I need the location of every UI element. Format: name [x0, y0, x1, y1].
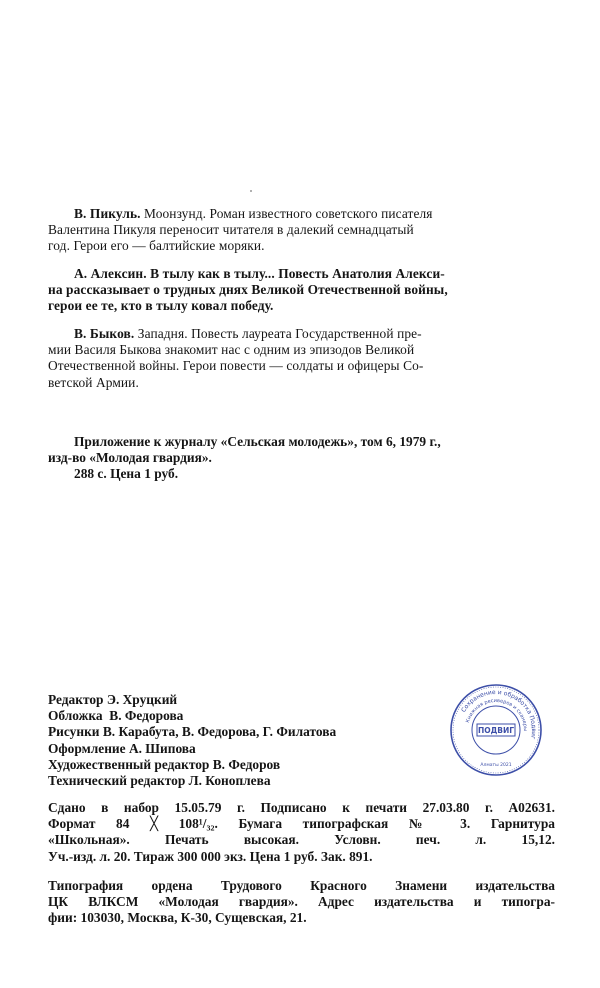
print-info-line: Уч.-изд. л. 20. Тираж 300 000 экз. Цена 1 руб. Зак. 891.: [48, 848, 373, 864]
appendix-line: изд-во «Молодая гвардия».: [48, 450, 212, 466]
credit-row: [48, 692, 336, 708]
annotation-first-line: [48, 326, 553, 342]
credit-name: В. Федоров: [212, 756, 281, 772]
credit-name: Э. Хруцкий: [106, 692, 178, 707]
credit-row: [48, 773, 336, 789]
credit-name: В. Карабута, В. Федорова, Г. Филатова: [102, 724, 337, 740]
annotation-bykov: [48, 326, 553, 391]
annotation-text: В тылу как в тылу... Повесть Анатолия Алекси-: [150, 266, 445, 281]
credit-role: Оформление: [48, 740, 126, 756]
library-stamp: [448, 682, 544, 778]
credit-role: Художественный редактор: [48, 756, 210, 772]
printing-house-line: Типография ордена Трудового Красного Знамени издательства: [48, 878, 555, 893]
credit-row: [48, 757, 336, 773]
credit-role: Технический редактор: [48, 773, 186, 789]
appendix-info: [48, 434, 554, 483]
appendix-line: Приложение к журналу «Сельская молодежь», том 6, 1979 г.,: [74, 434, 441, 449]
credit-name: Л. Коноплева: [188, 773, 271, 789]
credit-role: Обложка: [48, 708, 103, 724]
credit-row: [48, 741, 336, 757]
annotation-line: год. Герои его — балтийские моряки.: [48, 238, 265, 254]
annotation-author: В. Быков.: [74, 326, 135, 341]
credits-list: [48, 692, 336, 789]
annotation-aleksin: [48, 266, 553, 315]
print-info-line: Сдано в набор 15.05.79 г. Подписано к печати 27.03.80 г. А02631.: [48, 800, 555, 815]
annotation-line: Отечественной войны. Герои повести — солдаты и офицеры Со-: [48, 358, 424, 374]
annotation-line: на рассказывает о трудных днях Великой Отечественной войны,: [48, 282, 448, 298]
credit-role: Редактор: [48, 692, 104, 707]
annotation-line: ветской Армии.: [48, 374, 139, 390]
printing-house-line: фии: 103030, Москва, К-30, Сущевская, 21.: [48, 910, 307, 926]
credit-name: В. Федорова: [109, 708, 184, 724]
print-info: [48, 800, 555, 865]
stamp-inner-ring-text: Книжная ресиверов и сканеры: [465, 697, 529, 732]
annotation-pikul: [48, 206, 553, 255]
annotation-author: А. Алексин.: [74, 266, 147, 281]
annotation-line: Валентина Пикуля переносит читателя в далекий семнадцатый: [48, 222, 414, 238]
printing-house-info: [48, 878, 555, 927]
stamp-bottom-text: Алматы 2021: [480, 763, 512, 768]
stamp-ring-text: Сохранение и обработка Подвиг: [460, 688, 538, 740]
annotation-text: Западня. Повесть лауреата Государственной пре-: [137, 326, 422, 341]
scan-speck: [250, 190, 252, 192]
print-info-line: «Школьная». Печать высокая. Условн. печ. л. 15,12.: [48, 832, 555, 848]
annotation-line: мии Василя Быкова знакомит нас с одним из эпизодов Великой: [48, 342, 415, 358]
credit-row: [48, 708, 336, 724]
appendix-price: 288 с. Цена 1 руб.: [74, 466, 179, 482]
credit-role: Рисунки: [48, 724, 100, 740]
annotation-line: герои ее те, кто в тылу ковал победу.: [48, 298, 274, 314]
annotation-first-line: [48, 266, 553, 282]
credit-name: А. Шипова: [128, 740, 196, 756]
annotation-text: Моонзунд. Роман известного советского писателя: [144, 206, 433, 221]
annotation-author: В. Пикуль.: [74, 206, 141, 221]
print-info-line: Формат 84 ╳ 108¹/₃₂. Бумага типографская № 3. Гарнитура: [48, 816, 555, 832]
printing-house-line: ЦК ВЛКСМ «Молодая гвардия». Адрес издательства и типогра-: [48, 894, 555, 910]
annotation-first-line: [48, 206, 553, 222]
stamp-center-text: ПОДВИГ: [477, 726, 515, 735]
credit-row: [48, 724, 336, 740]
